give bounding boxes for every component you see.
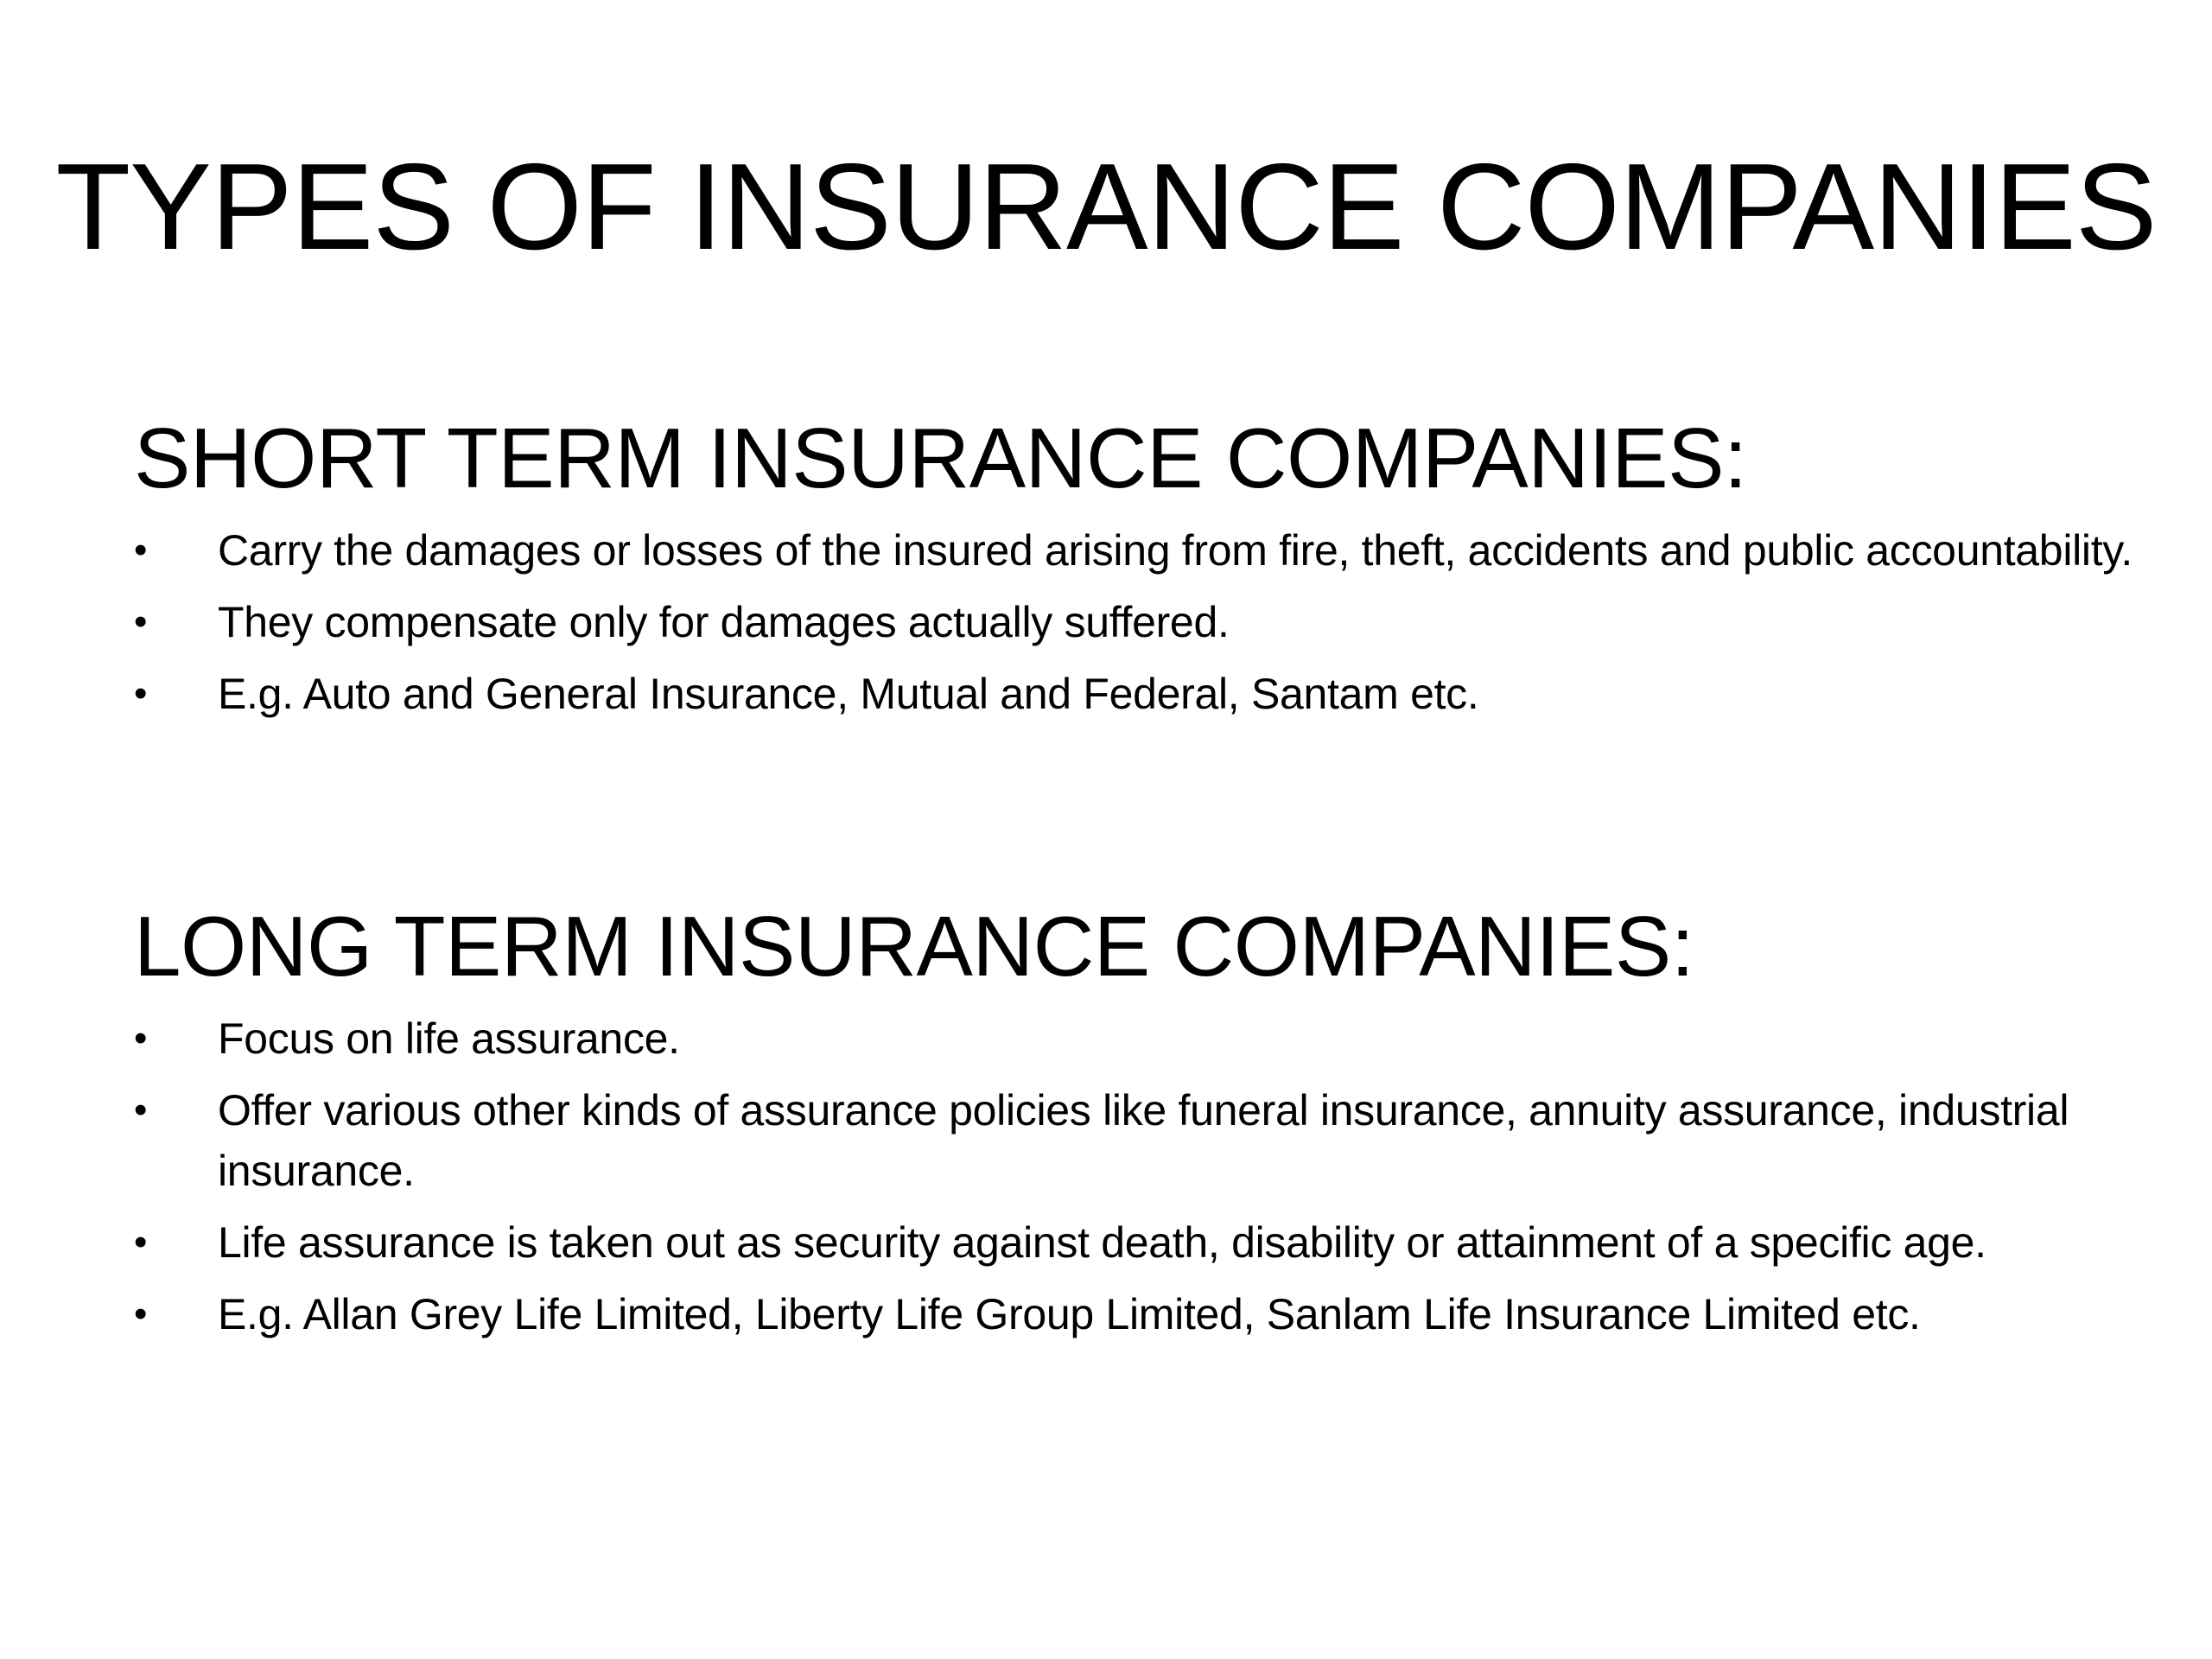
bullet-item <box>134 520 2147 581</box>
section-short-term <box>134 406 2147 735</box>
bullet-item <box>134 664 2147 724</box>
section-long-term <box>134 894 2147 1356</box>
bullet-item <box>134 1284 2147 1344</box>
bullet-text: Offer various other kinds of assurance policies like funeral insurance, annuity assurance, industrial insurance. <box>218 1086 2069 1195</box>
bullet-text: E.g. Allan Grey Life Limited, Liberty Life Group Limited, Sanlam Life Insurance Limited etc. <box>218 1290 1921 1338</box>
bullet-icon: • <box>134 601 148 643</box>
bullet-text: They compensate only for damages actually suffered. <box>218 598 1230 646</box>
bullet-list <box>134 520 2147 724</box>
bullet-item <box>134 1080 2147 1201</box>
section-heading: LONG TERM INSURANCE COMPANIES: <box>134 899 1694 994</box>
bullet-text: Life assurance is taken out as security against death, disability or attainment of a specific age. <box>218 1218 1986 1267</box>
slide-title: TYPES OF INSURANCE COMPANIES <box>55 138 2157 276</box>
bullet-icon: • <box>134 529 148 571</box>
bullet-item <box>134 592 2147 652</box>
bullet-item <box>134 1008 2147 1069</box>
section-heading: SHORT TERM INSURANCE COMPANIES: <box>134 410 1747 505</box>
bullet-text: Carry the damages or losses of the insured arising from fire, theft, accidents and public accountability. <box>218 526 2133 575</box>
bullet-icon: • <box>134 1293 148 1335</box>
bullet-item <box>134 1212 2147 1273</box>
bullet-list <box>134 1008 2147 1344</box>
bullet-icon: • <box>134 1089 148 1131</box>
bullet-text: Focus on life assurance. <box>218 1014 680 1063</box>
bullet-icon: • <box>134 1221 148 1263</box>
bullet-icon: • <box>134 1017 148 1059</box>
bullet-icon: • <box>134 672 148 715</box>
bullet-text: E.g. Auto and General Insurance, Mutual and Federal, Santam etc. <box>218 670 1479 718</box>
